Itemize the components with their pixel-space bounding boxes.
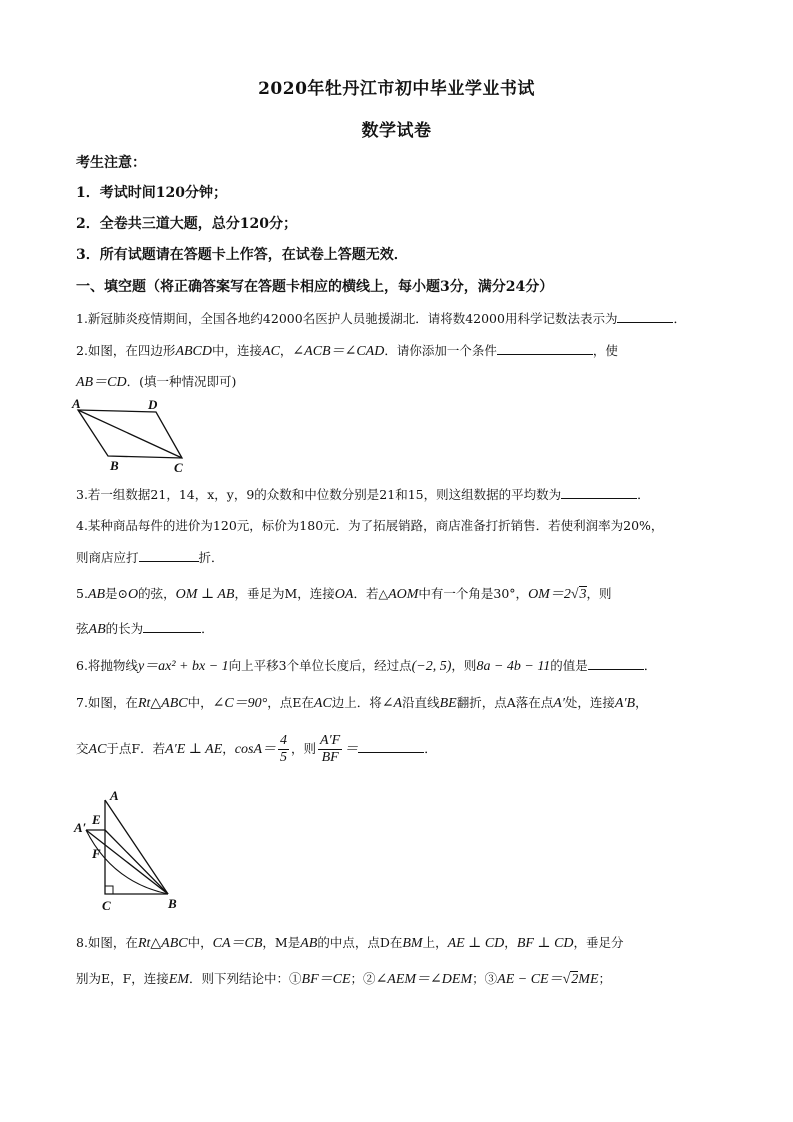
q8-p3: ，M是 [262,935,301,950]
q6-p2: 向上平移3个单位长度后，经过点 [228,658,412,673]
q3-answer-blank[interactable] [561,486,637,499]
q5-aom: AOM [388,587,419,602]
q7-label-f: F [92,846,101,861]
q1-end: ． [673,311,686,326]
question-1 [76,309,686,327]
q7-p3: ，点E在 [267,695,314,710]
q7-p6: 翻折，点A落在点 [456,695,554,710]
q8-conclusion-2: ∠AEM＝∠DEM [375,972,473,987]
q7-l2-eq: ＝ [344,742,359,757]
q2-answer-blank[interactable] [497,342,593,355]
q7-l2-p1: 交 [76,741,89,756]
q2-condition: AB＝CD [76,375,127,390]
q5-p2: 是⊙ [105,586,129,601]
q6-equation: y＝ax² + bx − 1 [137,659,229,674]
q2-prefix: 2.如图，在四边形 [76,343,176,358]
q7-ac: AC [313,696,332,711]
question-5-line-2 [76,619,214,638]
q8-conclusion-1: BF＝CE [301,972,351,987]
q5-sqrt-value: 3 [579,587,587,602]
question-3 [76,485,650,503]
notice-item-2: 2．全卷共三道大题，总分120分； [76,216,297,232]
q7-be: BE [439,696,457,711]
q6-p4: 的值是 [550,658,588,673]
q7-triangle-figure [72,786,188,916]
q7-answer-blank[interactable] [358,740,424,753]
question-7-line-2 [76,733,437,766]
q8-p2: 中， [187,935,213,950]
q7-label-e: E [92,812,101,827]
question-8 [76,932,624,952]
q2-mid: 中，连接 [212,343,263,358]
q8-rt: Rt△ABC [137,936,188,951]
q7-cos-num: 4 [280,733,288,748]
q5-answer-blank[interactable] [143,620,201,633]
q4-line-2-post: 折． [198,550,224,565]
q5-ab: AB [87,587,106,602]
q7-apb: A′B [614,696,636,711]
q5-line-2-pre: 弦 [76,621,89,636]
q7-p8: ， [635,695,648,710]
q5-line-2-post: 的长为 [105,621,144,636]
q2-angle-eq: ∠ACB＝∠CAD [292,344,385,359]
q2-ac: AC [262,344,280,359]
q7-ratio-num: A′F [320,733,341,748]
q2-quad: ABCD [175,344,212,359]
q7-anga: ∠A [381,696,403,711]
q7-l2-end: ． [424,741,437,756]
notice-heading: 考生注意： [76,155,146,171]
q5-p6: 中有一个角是30°， [418,586,529,601]
q7-label-a-prime: A′ [74,820,87,835]
question-4-line-2 [76,548,224,566]
q6-expression: 8a − 4b − 11 [476,659,551,674]
q3-text: 3.若一组数据21，14，x，y，9的众数和中位数分别是21和15，则这组数据的平均数为 [76,487,562,502]
q7-l2-cos: cosA＝ [234,742,277,757]
q6-p1: 6.将抛物线 [76,658,138,673]
q4-line-1: 4.某种商品每件的进价为120元，标价为180元．为了拓展销路，商店准备打折销售．若使利润率为20%， [76,518,664,533]
q7-p2: 中， [187,695,213,710]
q5-p4: ，垂足为M，连接 [234,586,335,601]
q7-p5: 沿直线 [402,695,440,710]
exam-title: 2020年牡丹江市初中毕业学业书试 [258,79,535,99]
q5-line-2-end: ． [201,621,214,636]
question-6 [76,655,656,675]
q7-hypotenuse-ab [105,800,168,894]
q7-line-a-prime-b [86,830,168,894]
question-4 [76,516,663,534]
q8-l2-p3: ；② [350,971,376,986]
q8-l2-em: EM [168,972,190,987]
q5-p3: 的弦， [138,586,176,601]
q4-answer-blank[interactable] [139,549,199,562]
q7-cos-den: 5 [280,750,288,765]
q5-om: OM＝2 [528,587,571,602]
q7-label-c: C [102,898,111,913]
q4-line-2-pre: 则商店应打 [76,550,139,565]
q8-p4: 的中点，点D在 [317,935,403,950]
q5-p1: 5. [76,586,88,601]
q7-ratio-den: BF [321,750,339,765]
q7-p7: 处，连接 [564,695,615,710]
q7-l2-perp: A′E ⊥ AE [165,742,223,757]
q7-label-a: A [110,788,119,803]
q7-ap: A′ [553,696,565,711]
q7-p1: 7.如图，在 [76,695,138,710]
q6-p3: ，则 [451,658,477,673]
q8-conclusion-3c: ME [578,972,599,987]
q8-bm: BM [402,936,423,951]
q2-label-c: C [174,460,183,474]
q7-p4: 边上．将 [331,695,382,710]
q6-point: (−2, 5) [411,659,452,674]
q5-p7: ，则 [586,586,612,601]
q5-line-2-ab: AB [88,622,106,637]
sqrt-symbol: √ [570,587,579,602]
q8-l2-p1: 别为E，F，连接 [76,971,169,986]
notice-item-3: 3．所有试题请在答题卡上作答，在试卷上答题无效． [76,247,408,263]
q8-p6: ， [504,935,517,950]
q5-p5: ．若△ [353,586,389,601]
q7-l2-p4: ，则 [291,741,317,756]
q8-bfcd: BF ⊥ CD [516,936,574,951]
q7-label-b: B [168,896,177,911]
q7-right-angle-mark [105,886,113,894]
q7-l2-ac: AC [88,742,107,757]
question-5 [76,583,612,603]
q8-conclusion-3-sqrt: 2 [571,972,579,987]
exam-subtitle: 数学试卷 [361,121,432,141]
q7-c90: ∠C＝90° [212,696,268,711]
q2-after: ．请你添加一个条件 [384,343,497,358]
q1-text: 1.新冠肺炎疫情期间，全国各地约42000名医护人员驰援湖北．请将数42000用科学记数法表示为 [76,311,618,326]
q2-label-b: B [110,458,119,473]
question-7 [76,692,648,712]
q8-ab: AB [300,936,318,951]
question-2-line-2 [76,371,236,391]
q1-answer-blank[interactable] [617,310,673,323]
q2-comma: ， [279,343,293,358]
q6-answer-blank[interactable] [588,657,644,670]
q7-line-be [105,830,168,894]
q2-quadrilateral-figure [70,396,200,474]
q8-aecd: AE ⊥ CD [447,936,505,951]
q5-perp: OM ⊥ AB [175,587,235,602]
question-2 [76,340,618,360]
section-one-heading: 一、填空题（将正确答案写在答题卡相应的横线上，每小题3分，满分24分） [76,279,554,295]
q7-cos-fraction [278,733,289,766]
notice-item-1: 1．考试时间120分钟； [76,185,227,201]
q7-rt: Rt△ABC [137,696,188,711]
q8-l2-end: ； [598,971,612,986]
q2-label-d: D [148,397,158,412]
q8-conclusion-3a: AE − CE＝ [497,972,563,987]
sqrt-symbol: √ [562,972,571,987]
q7-ratio-fraction [318,733,342,766]
q8-cacb: CA＝CB [212,936,263,951]
q7-l2-p2: 于点F．若 [106,741,166,756]
q5-o: O [128,587,139,602]
q6-end: ． [643,658,657,673]
q8-l2-p2: ．则下列结论中：① [189,971,302,986]
q8-p7: ，垂足分 [573,935,624,950]
q3-end: ． [637,487,650,502]
q2-note: ．(填一种情况即可) [126,374,237,389]
question-8-line-2 [76,968,611,988]
q8-l2-p4: ；③ [472,971,498,986]
q5-oa: OA [334,587,354,602]
q8-p1: 8.如图，在 [76,935,138,950]
q2-tail: ，使 [592,343,618,358]
q7-l2-p3: ， [222,741,235,756]
q8-p5: 上， [422,935,448,950]
q2-label-a: A [72,396,81,411]
